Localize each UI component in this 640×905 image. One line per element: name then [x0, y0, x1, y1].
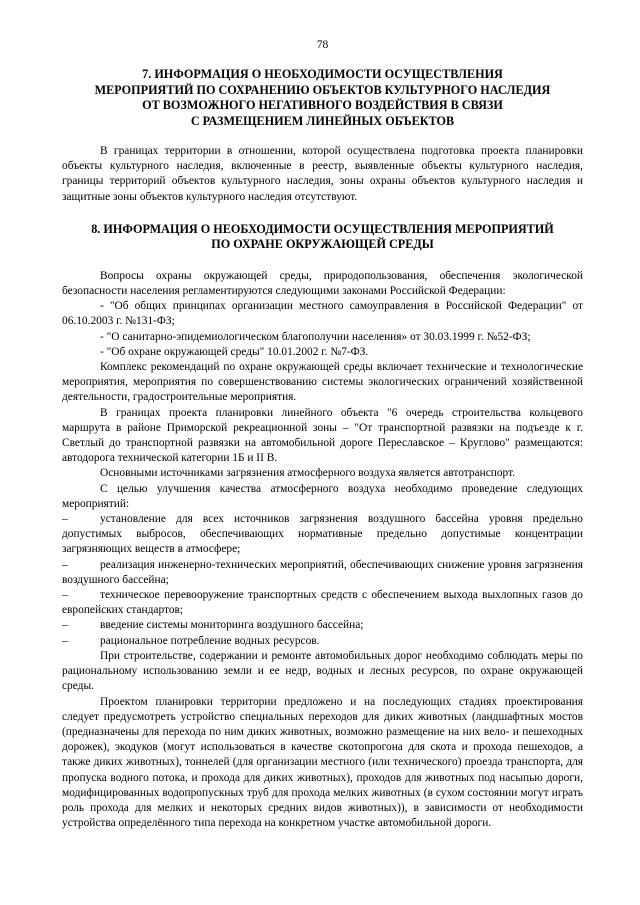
measure-text: введение системы мониторинга воздушного бассейна; — [100, 619, 364, 632]
measure-text: рациональное потребление водных ресурсов. — [100, 634, 320, 647]
section-8-heading-line: ПО ОХРАНЕ ОКРУЖАЮЩЕЙ СРЕДЫ — [211, 237, 434, 252]
boundaries-paragraph: В границах проекта планировки линейного объекта "6 очередь строительства кольцевого маршрута в районе Приморской рекреационной зоны – "От транспортной развязки на подъезде к г. Светлый до транспортной развязки на автомобильной дороге Переславское – Круглово" размещаются: автодорога технической категории 1Б и II В. — [62, 406, 583, 465]
measure-text: техническое перевооружение транспортных средств с обеспечением выхода выхлопных газов до европейских стандартов; — [62, 589, 583, 617]
section-7-heading-line: С РАЗМЕЩЕНИЕМ ЛИНЕЙНЫХ ОБЪЕКТОВ — [190, 113, 455, 128]
section-7-heading-line: МЕРОПРИЯТИЙ ПО СОХРАНЕНИЮ ОБЪЕКТОВ КУЛЬТУРНОГО НАСЛЕДИЯ — [94, 82, 551, 97]
crossings-paragraph: Проектом планировки территории предложено и на последующих стадиях проектирования следует предусмотреть устройство специальных переходов для диких животных (ландшафтных мостов (предназначены для перехода по ним диких животных, возможно размещение на них вело- и пешеходных дорожек), экодуков (могут использоваться в качестве скотопрогона для скота и прохода пешеходов, а также диких животных), тоннелей (для организации местного (или технического) проезда транспорта, для пропуска водного потока, и прохода для диких животных), проходов для животных под насыпью дороги, модифицированных водопропускных труб для прохода мелких животных (в сухом состоянии могут играть роль прохода для мелких и некоторых средних видов животных)), в зависимости от необходимости устройства определённого типа перехода на конкретном участке автомобильной дороги. — [62, 695, 583, 830]
section-7-heading-line: ОТ ВОЗМОЖНОГО НЕГАТИВНОГО ВОЗДЕЙСТВИЯ В СВЯЗИ — [142, 98, 503, 112]
dash-marker: – — [62, 513, 68, 526]
section-8-intro: Вопросы охраны окружающей среды, природопользования, обеспечения экологической безопасности населения регламентируются следующими законами Российской Федерации: — [62, 269, 583, 298]
complex-paragraph: Комплекс рекомендаций по охране окружающей среды включает технические и технологические мероприятия, мероприятия по совершенствованию системы экологических ограничений хозяйственной деятельности, градостроительные мероприятия. — [62, 361, 583, 404]
dash-marker: – — [62, 634, 68, 647]
law-item: - "О санитарно-эпидемиологическом благополучии населения» от 30.03.1999 г. №52-ФЗ; — [100, 330, 531, 343]
sources-paragraph: Основными источниками загрязнения атмосферного воздуха является автотранспорт. — [100, 467, 516, 480]
section-8-heading — [62, 222, 583, 253]
measure-text: реализация инженерно-технических мероприятий, обеспечивающих снижение уровня загрязнения воздушного бассейна; — [62, 558, 583, 586]
section-7-paragraph: В границах территории в отношении, которой осуществлена подготовка проекта планировки объекты культурного наследия, включенные в реестр, выявленные объекты культурного наследия, границы территорий объектов культурного наследия, зоны охраны объектов культурного наследия и защитные зоны объектов культурного наследия отсутствуют. — [62, 145, 583, 203]
measure-item — [62, 512, 583, 558]
section-7-heading — [62, 67, 583, 129]
construction-paragraph: При строительстве, содержании и ремонте автомобильных дорог необходимо соблюдать меры по рациональному использованию земли и ее недр, водных и лесных ресурсов, по охране окружающей среды. — [62, 649, 583, 693]
page-number: 78 — [316, 39, 329, 51]
measure-item — [62, 634, 583, 649]
dash-marker: – — [62, 558, 68, 571]
measure-item — [62, 618, 583, 633]
measure-item — [62, 558, 583, 588]
dash-marker: – — [62, 589, 68, 602]
section-8-heading-line: 8. ИНФОРМАЦИЯ О НЕОБХОДИМОСТИ ОСУЩЕСТВЛЕНИЯ МЕРОПРИЯТИЙ — [91, 221, 554, 236]
law-item: - "Об охране окружающей среды" 10.01.2002 г. №7-ФЗ. — [100, 345, 369, 358]
measure-item — [62, 588, 583, 618]
law-item: - "Об общих принципах организации местного самоуправления в Российской Федерации" от 06.10.2003 г. №131-ФЗ; — [62, 300, 583, 328]
measure-text: установление для всех источников загрязнения воздушного бассейна уровня предельно допустимых выбросов, обеспечивающих нормативные предельно допустимые концентрации загрязняющих веществ в атмосфере; — [62, 513, 583, 556]
improve-paragraph: С целью улучшения качества атмосферного воздуха необходимо проведение следующих мероприятий: — [62, 482, 583, 510]
dash-marker: – — [62, 619, 68, 632]
section-7-heading-line: 7. ИНФОРМАЦИЯ О НЕОБХОДИМОСТИ ОСУЩЕСТВЛЕНИЯ — [142, 67, 503, 81]
